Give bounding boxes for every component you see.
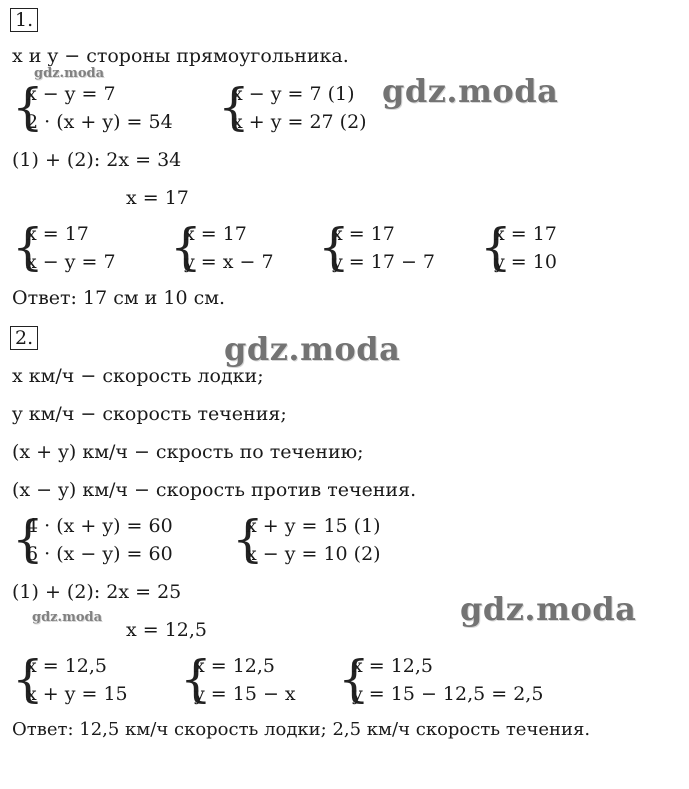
brace-icon: { bbox=[12, 218, 44, 276]
equation: y = 15 − x bbox=[194, 683, 296, 705]
problem-1-number: 1. bbox=[10, 8, 38, 32]
problem-2-answer: Ответ: 12,5 км/ч скорость лодки; 2,5 км/ч скорость течения. bbox=[12, 719, 591, 740]
equation: x + y = 15 (1) bbox=[246, 515, 381, 537]
equation: y = 17 − 7 bbox=[332, 251, 435, 273]
equation: x = 17 bbox=[184, 223, 247, 245]
brace-icon: { bbox=[170, 218, 202, 276]
equation: x − y = 7 bbox=[26, 251, 116, 273]
equation: x = 17 bbox=[332, 223, 395, 245]
equation: 2 · (x + y) = 54 bbox=[26, 111, 173, 133]
equation: 4 · (x + y) = 60 bbox=[26, 515, 173, 537]
watermark-logo: gdz.moda bbox=[224, 330, 401, 368]
equation: x + y = 15 bbox=[26, 683, 128, 705]
equation: x = 17 bbox=[26, 223, 89, 245]
problem-1-intro: x и y − стороны прямоугольника. bbox=[12, 45, 349, 67]
equation: y = 15 − 12,5 = 2,5 bbox=[352, 683, 544, 705]
problem-2-result: x = 12,5 bbox=[126, 619, 208, 641]
equation: x − y = 10 (2) bbox=[246, 543, 381, 565]
problem-2-number: 2. bbox=[10, 326, 38, 350]
equation: x − y = 7 (1) bbox=[232, 83, 355, 105]
equation: 6 · (x − y) = 60 bbox=[26, 543, 173, 565]
problem-2-line: y км/ч − скорость течения; bbox=[12, 403, 287, 425]
problem-2-line: x км/ч − скорость лодки; bbox=[12, 365, 264, 387]
problem-1-answer: Ответ: 17 см и 10 см. bbox=[12, 287, 226, 309]
brace-icon: { bbox=[338, 650, 370, 708]
watermark-logo: gdz.moda bbox=[34, 66, 105, 81]
equation: y = 10 bbox=[494, 251, 557, 273]
equation: x − y = 7 bbox=[26, 83, 116, 105]
problem-2-sum-line: (1) + (2): 2x = 25 bbox=[12, 581, 182, 603]
brace-icon: { bbox=[232, 510, 264, 568]
equation: x = 12,5 bbox=[352, 655, 434, 677]
brace-icon: { bbox=[480, 218, 512, 276]
watermark-logo: gdz.moda bbox=[382, 72, 559, 110]
watermark-logo: gdz.moda bbox=[32, 610, 103, 625]
problem-2-line: (x − y) км/ч − скорость против течения. bbox=[12, 479, 417, 501]
equation: x = 12,5 bbox=[194, 655, 276, 677]
equation: x = 17 bbox=[494, 223, 557, 245]
brace-icon: { bbox=[12, 78, 44, 136]
brace-icon: { bbox=[218, 78, 250, 136]
brace-icon: { bbox=[180, 650, 212, 708]
problem-1-result: x = 17 bbox=[126, 187, 189, 209]
brace-icon: { bbox=[12, 650, 44, 708]
problem-2-line: (x + y) км/ч − скрость по течению; bbox=[12, 441, 364, 463]
brace-icon: { bbox=[12, 510, 44, 568]
brace-icon: { bbox=[318, 218, 350, 276]
equation: x + y = 27 (2) bbox=[232, 111, 367, 133]
problem-1-sum-line: (1) + (2): 2x = 34 bbox=[12, 149, 182, 171]
watermark-logo: gdz.moda bbox=[460, 590, 637, 628]
equation: y = x − 7 bbox=[184, 251, 274, 273]
equation: x = 12,5 bbox=[26, 655, 108, 677]
